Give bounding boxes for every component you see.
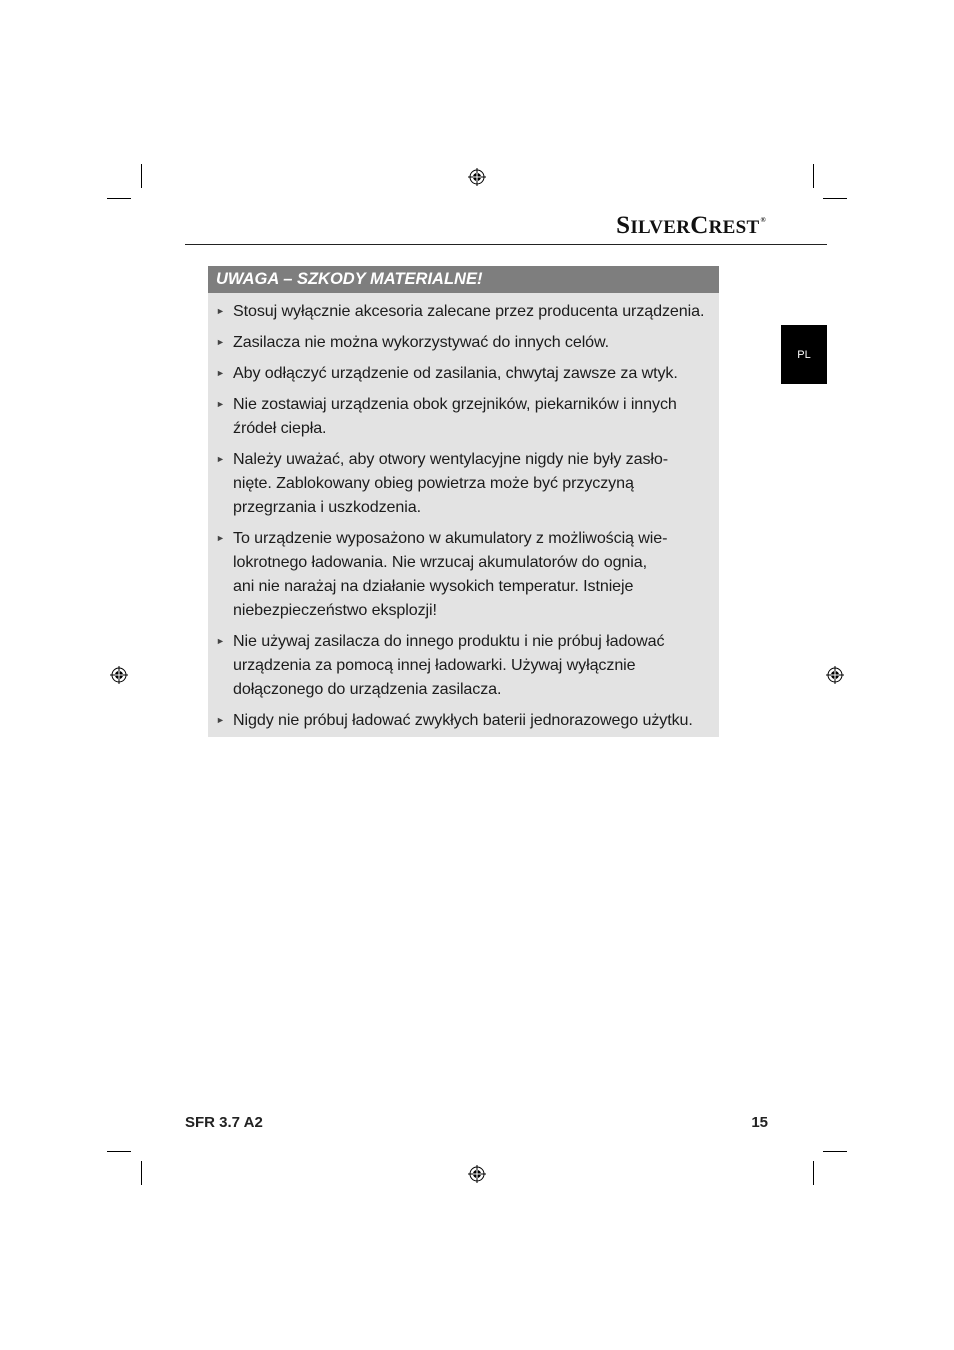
list-item: ► Nie zostawiaj urządzenia obok grzejników, piekarników i innych źródeł ciepła. — [216, 392, 713, 440]
silvercrest-logo: SILVERCREST® — [616, 212, 766, 239]
bullet-arrow-icon: ► — [216, 533, 225, 543]
warning-list — [208, 293, 719, 732]
bullet-arrow-icon: ► — [216, 454, 225, 464]
crop-mark-top-right-h — [823, 198, 847, 199]
registration-mark-icon-top — [468, 168, 486, 186]
list-item: ► Aby odłączyć urządzenie od zasilania, chwytaj zawsze za wtyk. — [216, 361, 713, 385]
warning-heading: UWAGA – SZKODY MATERIALNE! — [208, 266, 719, 293]
crop-mark-top-right-v — [813, 164, 814, 188]
list-item: ► Zasilacza nie można wykorzystywać do innych celów. — [216, 330, 713, 354]
crop-mark-top-left-h — [107, 198, 131, 199]
list-item: ► Należy uważać, aby otwory wentylacyjne nigdy nie były zasło- nięte. Zablokowany obieg powietrza może być przyczyną przegrzania i uszkodzenia. — [216, 447, 713, 519]
crop-mark-bottom-right-h — [823, 1151, 847, 1152]
list-item: ► Nie używaj zasilacza do innego produktu i nie próbuj ładować urządzenia za pomocą innej ładowarki. Używaj wyłącznie dołączonego do urządzenia zasilacza. — [216, 629, 713, 701]
material-damage-warning-box — [208, 266, 719, 737]
list-item: ► To urządzenie wyposażono w akumulatory z możliwością wie- lokrotnego ładowania. Nie wrzucaj akumulatorów do ognia, ani nie narażaj na działanie wysokich temperatur. Istnieje niebezpieczeństwo eksplozji! — [216, 526, 713, 622]
bullet-arrow-icon: ► — [216, 715, 225, 725]
registration-mark-icon-bottom — [468, 1165, 486, 1183]
crop-mark-bottom-left-h — [107, 1151, 131, 1152]
bullet-arrow-icon: ► — [216, 306, 225, 316]
model-number: SFR 3.7 A2 — [185, 1114, 263, 1131]
registration-mark-icon-left — [110, 666, 128, 684]
crop-mark-bottom-left-v — [141, 1161, 142, 1185]
language-tab-label: PL — [797, 348, 811, 361]
list-item: ► Stosuj wyłącznie akcesoria zalecane przez producenta urządzenia. — [216, 299, 713, 323]
header-rule — [185, 244, 827, 245]
bullet-arrow-icon: ► — [216, 636, 225, 646]
bullet-arrow-icon: ► — [216, 337, 225, 347]
registration-mark-icon-right — [826, 666, 844, 684]
bullet-arrow-icon: ► — [216, 399, 225, 409]
crop-mark-top-left-v — [141, 164, 142, 188]
language-tab — [781, 325, 827, 384]
crop-mark-bottom-right-v — [813, 1161, 814, 1185]
list-item: ► Nigdy nie próbuj ładować zwykłych baterii jednorazowego użytku. — [216, 708, 713, 732]
page-number: 15 — [751, 1114, 768, 1131]
bullet-arrow-icon: ► — [216, 368, 225, 378]
